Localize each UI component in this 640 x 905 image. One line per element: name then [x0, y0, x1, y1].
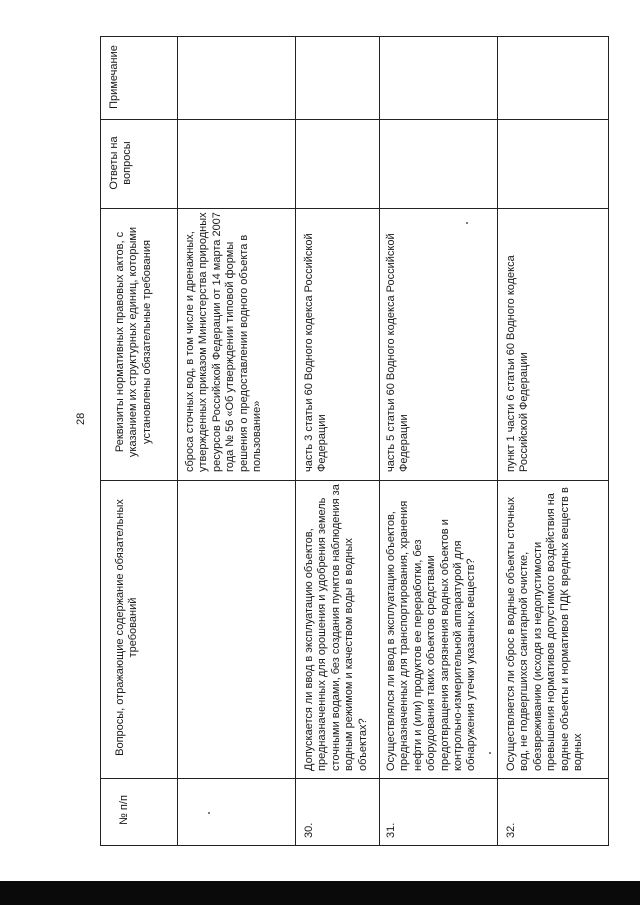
table-border-left [100, 36, 101, 846]
row-continuation-requisites: сброса сточных вод, в том числе и дренажных, утвержденных приказом Министерства природных ресурсов Российской Федерации от 14 марта 2007 года № 56 «Об утверждении типовой формы решения о предоставлении водного объекта в пользование» [184, 212, 264, 472]
row-31-num: 31. [385, 822, 397, 838]
row-32-requisites: пункт 1 части 6 статьи 60 Водного кодекса Российской Федерации [505, 255, 531, 472]
row-30-num: 30. [303, 822, 315, 838]
row-30-question: Допускается ли ввод в эксплуатацию объектов, предназначенных для орошения и удобрения земель сточными водами, без создания пунктов наблюдения за водным режимом и качеством воды в водных объектах? [303, 484, 369, 771]
header-answers: Ответы на вопросы [108, 136, 134, 190]
header-requisites: Реквизиты нормативных правовых актов, с указанием их структурных единиц, которыми установлены обязательные требования [114, 226, 153, 458]
table-border-top [100, 36, 609, 37]
row-31-question: Осуществлялся ли ввод в эксплуатацию объектов, предназначенных для транспортирования, хранения нефти и (или) продуктов ее переработки, без оборудования таких объектов средствами предотвращения загрязнения водных объектов и контрольно-измерительной аппаратурой для обнаружения утечки указанных веществ? [385, 500, 478, 771]
row-30-requisites: часть 3 статьи 60 Водного кодекса Российской Федерации [303, 233, 329, 472]
row-divider [177, 36, 178, 846]
scan-speck [208, 812, 210, 814]
row-divider [497, 36, 498, 846]
header-note: Примечание [108, 45, 120, 109]
row-divider [379, 36, 380, 846]
page-number: 28 [75, 412, 87, 425]
column-divider [100, 119, 609, 120]
scan-speck [466, 222, 468, 224]
column-divider [100, 208, 609, 209]
row-divider [295, 36, 296, 846]
header-num: № п/п [118, 795, 130, 825]
row-32-num: 32. [505, 822, 517, 838]
column-divider [100, 778, 609, 779]
row-32-question: Осуществляется ли сброс в водные объекты сточных вод, не подвергшихся санитарной очистке, обезвреживанию (исходя из недопустимости превышения нормативов допустимого воздействия на водные объекты и нормативов ПДК вредных веществ в водных [505, 487, 585, 771]
row-31-requisites: часть 5 статьи 60 Водного кодекса Российской Федерации [385, 233, 411, 472]
table-border-right [608, 36, 609, 846]
scan-speck [489, 752, 491, 754]
table-border-bottom [100, 845, 609, 846]
header-question: Вопросы, отражающие содержание обязательных требований [114, 499, 140, 756]
scan-bottom-bar [0, 881, 640, 905]
